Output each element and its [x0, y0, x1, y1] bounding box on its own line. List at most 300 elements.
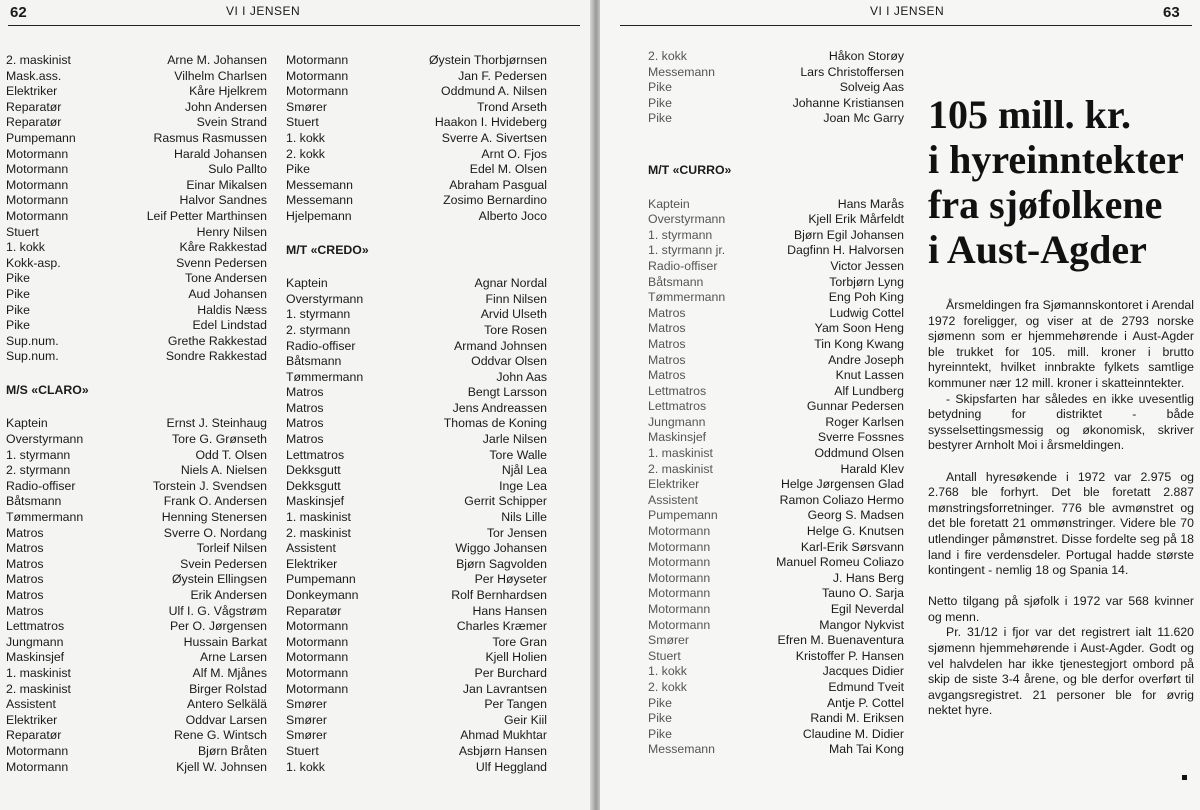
crew-row	[6, 557, 267, 573]
crew-row	[6, 541, 267, 557]
crew-role: 1. styrmann	[648, 227, 713, 242]
crew-name: Harald Klev	[840, 461, 904, 476]
crew-row	[6, 682, 267, 698]
crew-role: Matros	[648, 352, 686, 367]
crew-name: Bjørn Egil Johansen	[793, 227, 904, 242]
crew-name: Abraham Pasgual	[449, 177, 547, 192]
crew-name: Henry Nilsen	[196, 224, 267, 239]
crew-row	[648, 290, 904, 306]
crew-name: Ahmad Mukhtar	[460, 728, 547, 743]
crew-role: Assistent	[6, 697, 56, 712]
crew-row	[6, 604, 267, 620]
crew-row	[6, 334, 267, 350]
crew-name: Jan F. Pedersen	[458, 68, 547, 83]
crew-row	[6, 588, 267, 604]
crew-role: Smører	[286, 697, 327, 712]
crew-name: Arnt O. Fjos	[481, 146, 547, 161]
crew-row	[648, 680, 904, 696]
crew-role: Pike	[648, 95, 672, 110]
crew-role: Matros	[648, 368, 686, 383]
crew-role: Lettmatros	[286, 447, 345, 462]
crew-row	[286, 416, 547, 432]
crew-role: 1. maskinist	[286, 510, 351, 525]
crew-row	[286, 276, 547, 292]
crew-row	[6, 349, 267, 365]
crew-role: Matros	[648, 305, 686, 320]
crew-name: Agnar Nordal	[474, 276, 547, 291]
crew-role: Smører	[648, 633, 689, 648]
crew-role: Pike	[6, 286, 30, 301]
crew-row	[648, 384, 904, 400]
crew-role: Motormann	[648, 602, 711, 616]
crew-row	[286, 307, 547, 323]
crew-row	[648, 602, 904, 618]
header-rule	[8, 25, 580, 26]
headline-line: i Aust-Agder	[928, 227, 1147, 272]
crew-name: Efren M. Buenaventura	[777, 633, 904, 648]
crew-role: Pike	[6, 271, 30, 286]
crew-role: 2. maskinist	[6, 53, 71, 67]
crew-row	[286, 635, 547, 651]
crew-row	[648, 524, 904, 540]
crew-name: Rasmus Rasmussen	[153, 130, 267, 145]
crew-role: Elektriker	[286, 556, 338, 571]
crew-name: Lars Christoffersen	[800, 64, 904, 79]
crew-row	[648, 555, 904, 571]
crew-role: Radio-offiser	[648, 258, 718, 273]
crew-row	[648, 727, 904, 743]
crew-name: Zosimo Bernardino	[443, 193, 547, 208]
crew-role: Stuert	[286, 115, 319, 130]
crew-row	[286, 479, 547, 495]
crew-role: Smører	[286, 728, 327, 743]
crew-role: Elektriker	[6, 712, 58, 727]
crew-role: Motormann	[6, 743, 69, 758]
crew-role: Motormann	[286, 665, 349, 680]
crew-row	[6, 225, 267, 241]
crew-role: Lettmatros	[6, 619, 65, 634]
page-number: 63	[1163, 4, 1180, 21]
crew-row	[6, 271, 267, 287]
crew-role: Stuert	[648, 648, 681, 663]
crew-row	[6, 728, 267, 744]
crew-name: Gunnar Pedersen	[806, 399, 904, 414]
crew-role: Tømmermann	[648, 290, 726, 305]
crew-name: Dagfinn H. Halvorsen	[787, 243, 904, 258]
crew-row	[648, 415, 904, 431]
crew-role: 2. kokk	[648, 679, 687, 694]
crew-role: Pike	[648, 80, 672, 95]
crew-name: Njål Lea	[501, 463, 547, 478]
crew-name: Odd T. Olsen	[195, 447, 267, 462]
crew-name: Kjell W. Johnsen	[176, 759, 267, 774]
crew-role: 1. maskinist	[648, 446, 713, 461]
crew-name: Birger Rolstad	[189, 681, 267, 696]
crew-role: Assistent	[286, 541, 336, 556]
crew-name: Ulf I. G. Vågstrøm	[168, 603, 267, 618]
crew-row	[648, 243, 904, 259]
crew-role: Motormann	[648, 555, 711, 570]
crew-name: Inge Lea	[499, 478, 547, 493]
crew-row	[6, 178, 267, 194]
crew-role: Båtsmann	[648, 274, 704, 289]
crew-row	[286, 526, 547, 542]
crew-name: Rene G. Wintsch	[174, 728, 267, 743]
crew-name: Edmund Tveit	[828, 679, 904, 694]
crew-row	[648, 337, 904, 353]
crew-name: Kristoffer P. Hansen	[795, 648, 904, 663]
crew-role: Matros	[286, 385, 324, 400]
crew-name: Rolf Bernhardsen	[451, 588, 547, 602]
crew-role: 2. maskinist	[286, 525, 351, 540]
crew-role: Motormann	[648, 570, 711, 585]
crew-name: Bjørn Sagvolden	[456, 556, 547, 571]
crew-name: Helge G. Knutsen	[806, 524, 904, 539]
crew-row	[286, 131, 547, 147]
crew-name: Trond Arseth	[477, 99, 547, 114]
crew-row	[6, 193, 267, 209]
crew-role: Reparatør	[6, 99, 62, 114]
crew-name: Alf M. Mjånes	[192, 665, 267, 680]
crew-name: Edel Lindstad	[192, 318, 267, 333]
crew-name: Knut Lassen	[835, 368, 904, 383]
crew-name: Tore G. Grønseth	[172, 432, 267, 447]
crew-name: Øystein Thorbjørnsen	[428, 53, 547, 67]
crew-name: Oddvar Olsen	[471, 354, 547, 369]
crew-row	[6, 53, 267, 69]
crew-name: Tore Walle	[489, 447, 547, 462]
crew-name: Svein Pedersen	[180, 556, 267, 571]
crew-row	[6, 416, 267, 432]
crew-row	[648, 399, 904, 415]
crew-name: Kjell Holien	[485, 650, 547, 665]
crew-name: Torleif Nilsen	[196, 541, 267, 556]
crew-role: Pike	[6, 302, 30, 317]
crew-role: Pike	[648, 726, 672, 741]
crew-name: Henning Stenersen	[161, 510, 267, 525]
crew-row	[286, 604, 547, 620]
crew-role: Motormann	[6, 193, 69, 208]
crew-name: Torstein J. Svendsen	[152, 478, 267, 493]
crew-name: Egil Neverdal	[830, 602, 904, 616]
crew-name: Oddmund Olsen	[814, 446, 904, 461]
crew-name: Armand Johnsen	[454, 338, 547, 353]
crew-role: Motormann	[6, 759, 69, 774]
crew-row	[286, 619, 547, 635]
crew-name: Sverre O. Nordang	[163, 525, 267, 540]
crew-name: Finn Nilsen	[485, 291, 547, 306]
crew-name: Per Tangen	[484, 697, 547, 712]
crew-role: Motormann	[648, 524, 711, 539]
crew-row	[286, 650, 547, 666]
crew-row	[286, 178, 547, 194]
crew-role: Smører	[286, 99, 327, 114]
crew-row	[6, 131, 267, 147]
crew-name: Bjørn Bråten	[197, 743, 267, 758]
running-head: VI I JENSEN	[870, 4, 945, 18]
crew-row	[648, 306, 904, 322]
crew-name: Niels A. Nielsen	[180, 463, 267, 478]
crew-row	[648, 664, 904, 680]
crew-name: Haldis Næss	[197, 302, 267, 317]
crew-role: 1. kokk	[286, 759, 325, 774]
crew-row	[648, 368, 904, 384]
crew-row	[6, 510, 267, 526]
crew-role: Pike	[286, 162, 310, 177]
crew-name: Karl-Erik Sørsvann	[800, 539, 904, 554]
crew-name: Grethe Rakkestad	[167, 333, 267, 348]
crew-row	[286, 760, 547, 776]
crew-name: Jens Andreassen	[452, 400, 547, 415]
crew-role: Kokk-asp.	[6, 255, 61, 270]
crew-row	[648, 228, 904, 244]
crew-name: John Andersen	[184, 99, 267, 114]
crew-row	[286, 147, 547, 163]
crew-role: Messemann	[286, 177, 353, 192]
crew-row	[286, 697, 547, 713]
crew-role: Matros	[648, 336, 686, 351]
crew-name: Jarle Nilsen	[482, 432, 547, 447]
crew-row	[6, 494, 267, 510]
crew-row	[648, 618, 904, 634]
crew-role: Motormann	[286, 681, 349, 696]
crew-name: Ludwig Cottel	[829, 305, 904, 320]
crew-role: 2. styrmann	[6, 463, 71, 478]
crew-row	[286, 370, 547, 386]
ship-heading-credo: M/T «CREDO»	[286, 242, 369, 257]
crew-role: Messemann	[648, 742, 715, 757]
crew-role: 2. styrmann	[286, 322, 351, 337]
crew-row	[648, 571, 904, 587]
crew-name: Halvor Sandnes	[179, 193, 267, 208]
crew-role: Kaptein	[6, 416, 48, 431]
crew-name: Erik Andersen	[190, 588, 267, 602]
crew-row	[648, 65, 904, 81]
crew-row	[6, 303, 267, 319]
crew-row	[286, 682, 547, 698]
page-number: 62	[10, 4, 27, 21]
crew-row	[286, 354, 547, 370]
article-paragraph: - Skipsfarten har således en ikke uvesentlig betydning for distriktet - både sysselsettingsmessig og økonomisk, skriver bestyrer Arnholt Moi i årsmeldingen.	[928, 391, 1194, 453]
crew-row	[6, 479, 267, 495]
crew-row	[6, 448, 267, 464]
crew-role: Elektriker	[6, 84, 58, 99]
crew-row	[286, 728, 547, 744]
crew-row	[6, 69, 267, 85]
crew-name: Frank O. Andersen	[163, 494, 267, 509]
crew-row	[6, 572, 267, 588]
crew-row	[286, 510, 547, 526]
crew-row	[648, 462, 904, 478]
crew-row	[6, 318, 267, 334]
crew-name: Tore Rosen	[484, 322, 547, 337]
crew-role: Motormann	[286, 53, 349, 67]
crew-row	[286, 100, 547, 116]
crew-role: Messemann	[286, 193, 353, 208]
crew-role: Pike	[648, 695, 672, 710]
crew-row	[6, 713, 267, 729]
crew-row	[6, 256, 267, 272]
crew-row	[648, 275, 904, 291]
headline-line: fra sjøfolkene	[928, 182, 1163, 227]
end-mark	[1182, 775, 1187, 780]
crew-role: Motormann	[286, 68, 349, 83]
crew-name: Hussain Barkat	[183, 634, 267, 649]
crew-name: Yam Soon Heng	[814, 321, 904, 336]
crew-name: Arvid Ulseth	[480, 307, 547, 322]
crew-role: Motormann	[6, 162, 69, 177]
crew-row	[6, 115, 267, 131]
crew-name: Asbjørn Hansen	[458, 743, 547, 758]
crew-role: Tømmermann	[6, 510, 84, 525]
crew-role: Båtsmann	[286, 354, 342, 369]
crew-role: 1. kokk	[648, 664, 687, 679]
crew-name: J. Hans Berg	[832, 570, 904, 585]
crew-row	[648, 96, 904, 112]
crew-row	[648, 212, 904, 228]
crew-role: 1. maskinist	[6, 665, 71, 680]
crew-role: Lettmatros	[648, 383, 707, 398]
crew-name: Mangor Nykvist	[819, 617, 904, 632]
crew-name: Ramon Coliazo Hermo	[779, 492, 904, 507]
crew-name: Antero Selkälä	[187, 697, 267, 712]
crew-role: Motormann	[286, 650, 349, 665]
crew-name: Sulo Pallto	[208, 162, 267, 177]
crew-name: Svenn Pedersen	[176, 255, 267, 270]
crew-role: Motormann	[286, 634, 349, 649]
crew-name: Sverre Fossnes	[817, 430, 904, 445]
crew-row	[286, 292, 547, 308]
crew-role: Pumpemann	[6, 130, 76, 145]
crew-role: Stuert	[6, 224, 39, 239]
crew-name: Sondre Rakkestad	[165, 349, 267, 364]
crew-name: Alberto Joco	[478, 208, 547, 223]
article-paragraph: Pr. 31/12 i fjor var det registrert ialt 11.620 sjømenn hjemmehørende i Aust-Agder. Godt og vel halvdelen har ikke tjenestegjort ombord på skip de siste 3-4 årene, og ble derfor overført til avgangsregistret. 21 personer ble for øvrig nektet hyre.	[928, 625, 1194, 718]
left-page	[0, 0, 592, 810]
crew-role: Elektriker	[648, 477, 700, 492]
crew-role: Overstyrmann	[6, 432, 84, 447]
crew-role: Jungmann	[648, 414, 706, 429]
crew-row	[648, 321, 904, 337]
crew-name: Per Burchard	[474, 665, 547, 680]
crew-row	[6, 463, 267, 479]
crew-row	[6, 760, 267, 776]
crew-role: Sup.num.	[6, 349, 59, 364]
crew-row	[648, 586, 904, 602]
crew-row	[648, 353, 904, 369]
crew-row	[286, 448, 547, 464]
crew-name: Thomas de Koning	[443, 416, 547, 431]
crew-name: Haakon I. Hvideberg	[434, 115, 547, 130]
crew-name: Oddvar Larsen	[185, 712, 267, 727]
crew-name: Harald Johansen	[174, 146, 267, 161]
ship-heading-claro: M/S «CLARO»	[6, 382, 89, 397]
crew-role: Pike	[648, 711, 672, 726]
crew-name: Leif Petter Marthinsen	[146, 208, 267, 223]
crew-role: Mask.ass.	[6, 68, 62, 83]
crew-row	[6, 666, 267, 682]
crew-name: Alf Lundberg	[834, 383, 904, 398]
crew-name: Tin Kong Kwang	[814, 336, 904, 351]
crew-role: Matros	[6, 572, 44, 587]
crew-role: Matros	[6, 603, 44, 618]
crew-row	[648, 430, 904, 446]
crew-row	[286, 339, 547, 355]
crew-role: Kaptein	[286, 276, 328, 291]
crew-row	[648, 477, 904, 493]
crew-row	[648, 508, 904, 524]
crew-role: Jungmann	[6, 634, 64, 649]
crew-row	[286, 385, 547, 401]
crew-name: Nils Lille	[501, 510, 547, 525]
crew-role: 1. styrmann	[6, 447, 71, 462]
crew-row	[6, 84, 267, 100]
crew-role: Smører	[286, 712, 327, 727]
crew-role: Maskinsjef	[286, 494, 345, 509]
crew-role: Matros	[286, 400, 324, 415]
crew-row	[648, 80, 904, 96]
crew-role: Sup.num.	[6, 333, 59, 348]
ship-heading-curro: M/T «CURRO»	[648, 162, 732, 177]
crew-name: Victor Jessen	[830, 258, 904, 273]
crew-name: Svein Strand	[196, 115, 267, 130]
crew-name: Per Høyseter	[474, 572, 547, 587]
crew-role: 2. kokk	[648, 49, 687, 63]
crew-name: Randi M. Eriksen	[810, 711, 904, 726]
crew-role: Pike	[648, 111, 672, 126]
crew-row	[648, 493, 904, 509]
article-headline	[928, 92, 1190, 272]
crew-row	[6, 697, 267, 713]
crew-name: Tone Andersen	[184, 271, 267, 286]
crew-name: Ulf Heggland	[475, 759, 547, 774]
crew-column-2	[286, 53, 547, 775]
crew-role: Messemann	[648, 64, 715, 79]
crew-row	[286, 432, 547, 448]
crew-row	[286, 115, 547, 131]
crew-role: Motormann	[6, 208, 69, 223]
crew-name: Claudine M. Didier	[802, 726, 904, 741]
crew-role: Dekksgutt	[286, 463, 341, 478]
crew-row	[286, 193, 547, 209]
crew-role: Motormann	[6, 146, 69, 161]
crew-row	[648, 696, 904, 712]
crew-role: Motormann	[648, 586, 711, 601]
crew-row	[286, 401, 547, 417]
crew-role: Dekksgutt	[286, 478, 341, 493]
crew-name: John Aas	[496, 369, 547, 384]
crew-role: Overstyrmann	[286, 291, 364, 306]
crew-row	[648, 259, 904, 275]
crew-role: Motormann	[286, 619, 349, 634]
running-head: VI I JENSEN	[226, 4, 301, 18]
crew-name: Wiggo Johansen	[455, 541, 547, 556]
crew-role: Motormann	[648, 617, 711, 632]
crew-role: Maskinsjef	[6, 650, 65, 665]
crew-role: Matros	[6, 588, 44, 602]
crew-name: Helge Jørgensen Glad	[780, 477, 904, 492]
crew-name: Tauno O. Sarja	[821, 586, 904, 601]
crew-row	[286, 53, 547, 69]
crew-row	[648, 540, 904, 556]
crew-row	[6, 162, 267, 178]
crew-role: 1. styrmann jr.	[648, 243, 726, 258]
crew-role: Matros	[6, 556, 44, 571]
crew-role: Båtsmann	[6, 494, 62, 509]
crew-row	[286, 666, 547, 682]
headline-line: i hyreinntekter	[928, 137, 1184, 182]
crew-role: Hjelpemann	[286, 208, 352, 223]
